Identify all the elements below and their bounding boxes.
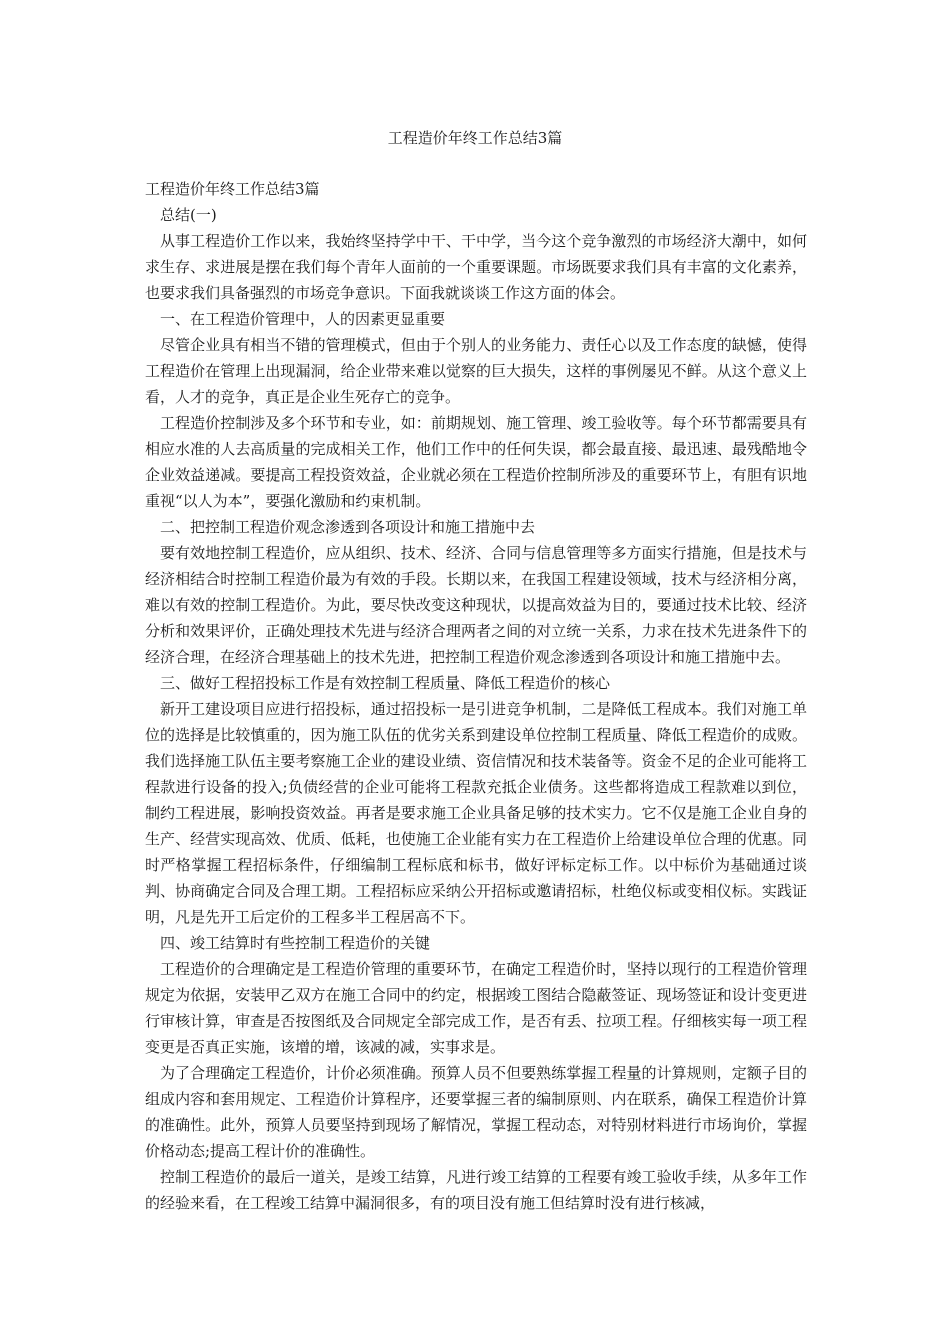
section-label: 总结(一) <box>160 206 217 224</box>
document-body <box>145 176 807 1216</box>
body-paragraph: 工程造价控制涉及多个环节和专业，如：前期规划、施工管理、竣工验收等。每个环节都需要具有相应水准的人去高质量的完成相关工作，他们工作中的任何失误，都会最直接、最迅速、最残酷地令企业效益递减。要提高工程投资效益，企业就必须在工程造价控制所涉及的重要环节上，有胆有识地重视“以人为本”，要强化激励和约束机制。 <box>145 414 807 510</box>
section-heading: 三、做好工程招投标工作是有效控制工程质量、降低工程造价的核心 <box>160 674 611 692</box>
paragraph-list <box>145 228 807 1216</box>
document-subtitle: 工程造价年终工作总结3篇 <box>145 180 320 198</box>
body-paragraph: 尽管企业具有相当不错的管理模式，但由于个别人的业务能力、责任心以及工作态度的缺憾，使得工程造价在管理上出现漏洞，给企业带来难以觉察的巨大损失，这样的事例屡见不鲜。从这个意义上看，人才的竞争，真正是企业生死存亡的竞争。 <box>145 336 807 406</box>
body-paragraph: 要有效地控制工程造价，应从组织、技术、经济、合同与信息管理等多方面实行措施，但是技术与经济相结合时控制工程造价最为有效的手段。长期以来，在我国工程建设领域，技术与经济相分离，难以有效的控制工程造价。为此，要尽快改变这种现状，以提高效益为目的，要通过技术比较、经济分析和效果评价，正确处理技术先进与经济合理两者之间的对立统一关系，力求在技术先进条件下的经济合理，在经济合理基础上的技术先进，把控制工程造价观念渗透到各项设计和施工措施中去。 <box>145 544 807 666</box>
body-paragraph: 新开工建设项目应进行招投标，通过招投标一是引进竞争机制，二是降低工程成本。我们对施工单位的选择是比较慎重的，因为施工队伍的优劣关系到建设单位控制工程质量、降低工程造价的成败。我们选择施工队伍主要考察施工企业的建设业绩、资信情况和技术装备等。资金不足的企业可能将工程款进行设备的投入;负债经营的企业可能将工程款充抵企业债务。这些都将造成工程款难以到位，制约工程进展，影响投资效益。再者是要求施工企业具备足够的技术实力。它不仅是施工企业自身的生产、经营实现高效、优质、低耗，也使施工企业能有实力在工程造价上给建设单位合理的优惠。同时严格掌握工程招标条件，仔细编制工程标底和标书，做好评标定标工作。以中标价为基础通过谈判、协商确定合同及合理工期。工程招标应采纳公开招标或邀请招标，杜绝仪标或变相仪标。实践证明，凡是先开工后定价的工程多半工程居高不下。 <box>145 700 807 926</box>
section-heading: 一、在工程造价管理中，人的因素更显重要 <box>160 310 446 328</box>
section-heading: 四、竣工结算时有些控制工程造价的关键 <box>160 934 431 952</box>
body-paragraph: 为了合理确定工程造价，计价必须准确。预算人员不但要熟练掌握工程量的计算规则，定额子目的组成内容和套用规定、工程造价计算程序，还要掌握三者的编制原则、内在联系，确保工程造价计算的准确性。此外，预算人员要坚持到现场了解情况，掌握工程动态，对特别材料进行市场询价，掌握价格动态;提高工程计价的准确性。 <box>145 1064 807 1160</box>
document-title: 工程造价年终工作总结3篇 <box>387 129 563 147</box>
body-paragraph: 控制工程造价的最后一道关，是竣工结算，凡进行竣工结算的工程要有竣工验收手续，从多年工作的经验来看，在工程竣工结算中漏洞很多，有的项目没有施工但结算时没有进行核减， <box>145 1168 807 1212</box>
body-paragraph: 工程造价的合理确定是工程造价管理的重要环节，在确定工程造价时，坚持以现行的工程造价管理规定为依据，安装甲乙双方在施工合同中的约定，根据竣工图结合隐蔽签证、现场签证和设计变更进行审核计算，审查是否按图纸及合同规定全部完成工作，是否有丢、拉项工程。仔细核实每一项工程变更是否真正实施，该增的增，该减的减，实事求是。 <box>145 960 807 1056</box>
body-paragraph: 从事工程造价工作以来，我始终坚持学中干、干中学，当今这个竞争激烈的市场经济大潮中，如何求生存、求进展是摆在我们每个青年人面前的一个重要课题。市场既要求我们具有丰富的文化素养，也要求我们具备强烈的市场竞争意识。下面我就谈谈工作这方面的体会。 <box>145 232 807 302</box>
section-heading: 二、把控制工程造价观念渗透到各项设计和施工措施中去 <box>160 518 536 536</box>
